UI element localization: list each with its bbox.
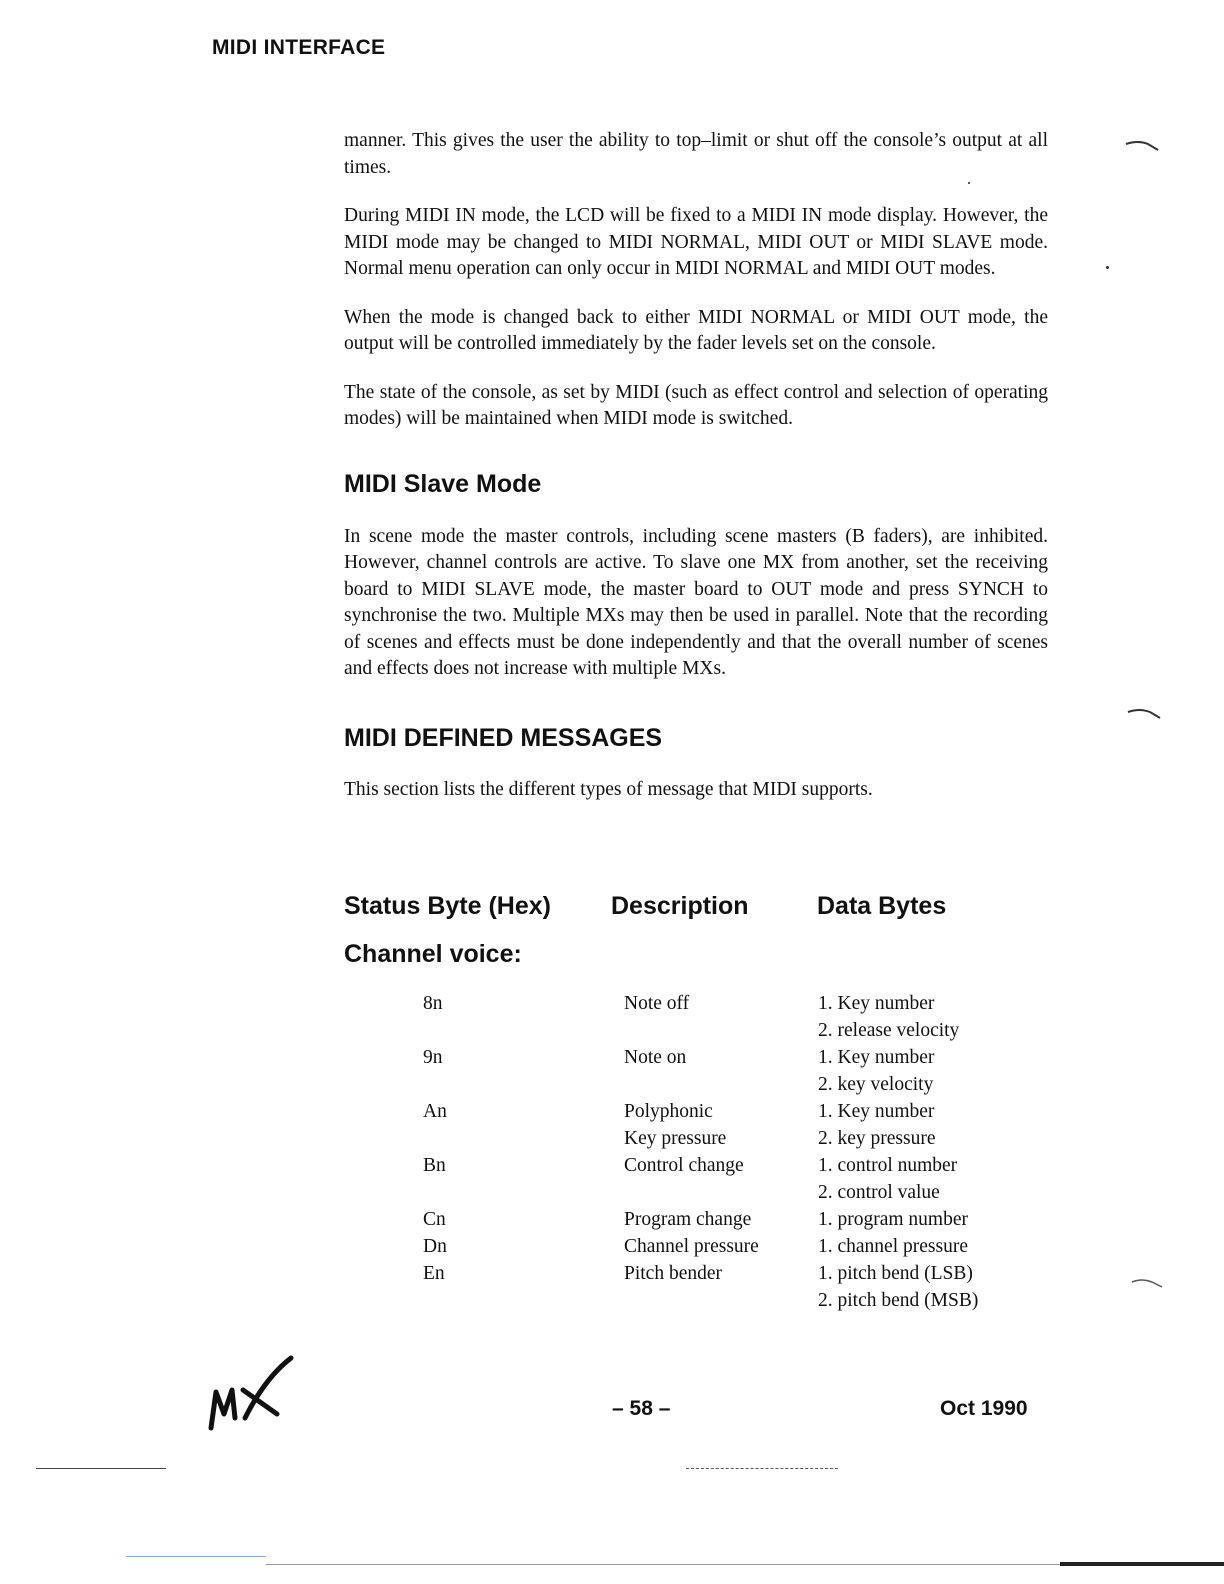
scan-speck [1106, 266, 1109, 269]
data-bytes [818, 1044, 934, 1098]
status-byte: 8n [423, 993, 443, 1014]
table-row [0, 1260, 1224, 1314]
description [624, 990, 689, 1017]
status-byte: Bn [423, 1155, 446, 1176]
status-byte: Dn [423, 1236, 447, 1257]
description-line: Channel pressure [624, 1236, 759, 1257]
table-row [0, 1044, 1224, 1098]
data-byte-line: 1. Key number [818, 993, 935, 1014]
table-row [0, 1206, 1224, 1233]
data-byte-line: 2. pitch bend (MSB) [818, 1290, 979, 1311]
footer-date: Oct 1990 [940, 1397, 1028, 1420]
slave-mode-paragraph: In scene mode the master controls, including scene masters (B faders), are inhibited. However, channel controls are active. To slave one MX from another, set the receiving board to MIDI SLAVE mode, the master board to OUT mode and press SYNCH to synchronise the two. Multiple MXs may then be used in parallel. Note that the recording of scenes and effects must be done independently and that the overall number of scenes and effects does not increase with multiple MXs. [344, 525, 1048, 679]
data-byte-line: 1. program number [818, 1209, 969, 1230]
main-content [344, 128, 1048, 825]
data-byte-line: 2. control value [818, 1182, 940, 1203]
data-byte-line: 2. release velocity [818, 1020, 960, 1041]
scan-speck [968, 182, 970, 184]
paragraph: The state of the console, as set by MIDI (such as effect control and selection of operating modes) will be maintained when MIDI mode is switched. [344, 381, 1048, 429]
status-byte: Cn [423, 1209, 446, 1230]
table-header [344, 892, 1044, 922]
description-line: Program change [624, 1209, 752, 1230]
margin-tick-icon [1124, 138, 1160, 152]
section-heading-slave-mode: MIDI Slave Mode [344, 469, 542, 498]
table-row [0, 990, 1224, 1044]
data-byte-line: 2. key pressure [818, 1128, 936, 1149]
data-bytes [818, 1233, 968, 1260]
scan-artifact-line [126, 1556, 266, 1558]
data-bytes [818, 1260, 978, 1314]
table-row [0, 1233, 1224, 1260]
table-row [0, 1098, 1224, 1152]
data-byte-line: 1. channel pressure [818, 1236, 968, 1257]
data-bytes [818, 1152, 957, 1206]
table-row [0, 1152, 1224, 1206]
description-line: Pitch bender [624, 1263, 723, 1284]
column-header-data: Data Bytes [817, 892, 947, 920]
data-byte-line: 1. pitch bend (LSB) [818, 1263, 973, 1284]
running-header: MIDI INTERFACE [212, 36, 386, 59]
description-line: Note off [624, 993, 690, 1014]
description-line: Note on [624, 1047, 687, 1068]
description-line: Control change [624, 1155, 744, 1176]
description [624, 1233, 759, 1260]
data-byte-line: 1. Key number [818, 1101, 935, 1122]
mx-handwritten-logo-icon [205, 1352, 300, 1437]
column-header-description: Description [611, 892, 749, 920]
margin-tick-icon [1126, 706, 1162, 720]
description [624, 1206, 751, 1233]
description-line: Key pressure [624, 1128, 727, 1149]
description-line: Polyphonic [624, 1101, 713, 1122]
scan-artifact-line [1060, 1562, 1224, 1566]
messages-intro: This section lists the different types of message that MIDI supports. [344, 778, 873, 800]
column-header-status: Status Byte (Hex) [344, 892, 551, 920]
status-byte: En [423, 1263, 445, 1284]
status-byte: 9n [423, 1047, 443, 1068]
margin-tick-icon [1130, 1276, 1164, 1288]
description [624, 1098, 726, 1152]
scan-artifact-line [686, 1468, 838, 1470]
message-table [0, 990, 1224, 1314]
data-bytes [818, 990, 959, 1044]
description [624, 1044, 686, 1071]
status-byte: An [423, 1101, 447, 1122]
data-byte-line: 2. key velocity [818, 1074, 934, 1095]
data-bytes [818, 1098, 936, 1152]
paragraph: During MIDI IN mode, the LCD will be fixed to a MIDI IN mode display. However, the MIDI mode may be changed to MIDI NORMAL, MIDI OUT or MIDI SLAVE mode. Normal menu operation can only occur in MIDI NORMAL and MIDI OUT modes. [344, 205, 1048, 279]
mx-logo [205, 1352, 300, 1442]
paragraph: manner. This gives the user the ability to top–limit or shut off the console’s output at all times. [344, 130, 1048, 178]
data-byte-line: 1. Key number [818, 1047, 935, 1068]
description [624, 1260, 722, 1287]
page-number: – 58 – [612, 1397, 671, 1420]
section-heading-defined-messages: MIDI DEFINED MESSAGES [344, 723, 663, 752]
paragraph: When the mode is changed back to either MIDI NORMAL or MIDI OUT mode, the output will be controlled immediately by the fader levels set on the console. [344, 306, 1048, 354]
data-byte-line: 1. control number [818, 1155, 958, 1176]
data-bytes [818, 1206, 968, 1233]
group-label-channel-voice: Channel voice: [344, 940, 522, 968]
description [624, 1152, 744, 1179]
scan-artifact-line [36, 1468, 166, 1470]
